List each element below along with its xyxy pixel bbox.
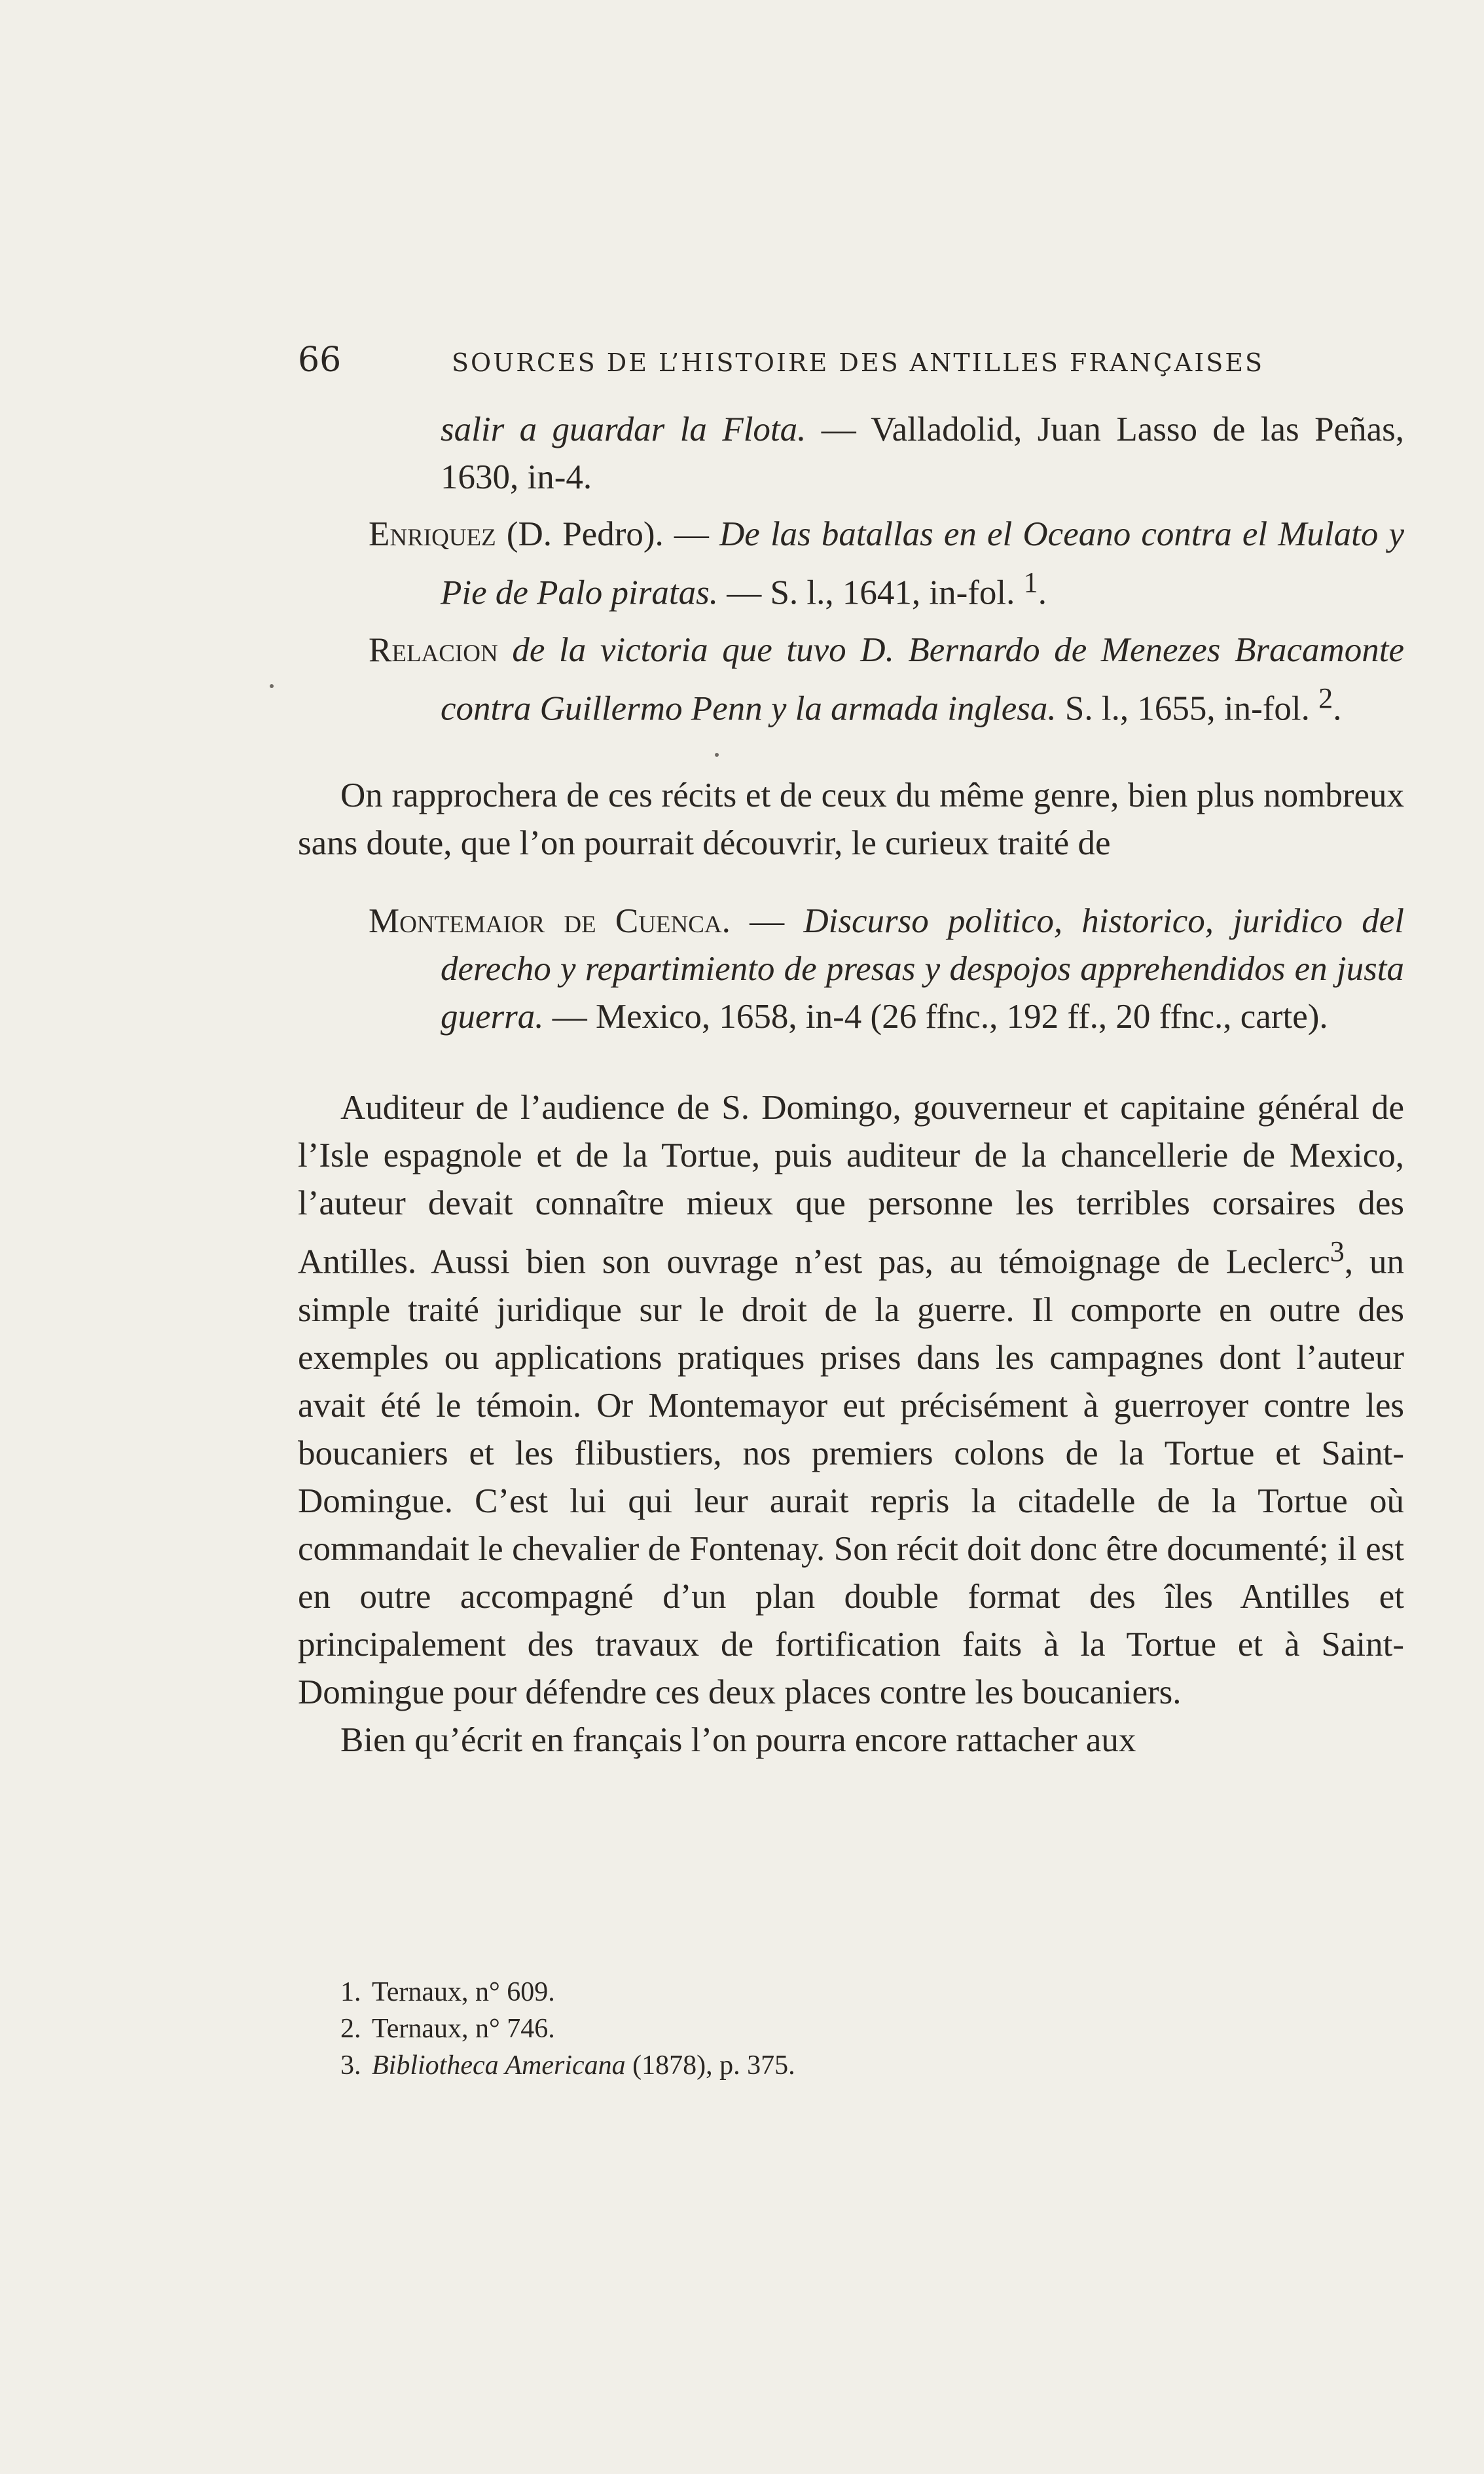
spacer	[298, 1050, 1404, 1084]
footnote-text: (1878), p. 375.	[625, 2050, 795, 2081]
entry-end: .	[1333, 689, 1342, 728]
paragraph-text: , un simple traité juridique sur le droit de la guerre. Il comporte en outre des exemples ou applications pratiques prises dans les campagnes dont l’auteur avait été le témoin. Or Montemayor eut précisément à guerroyer contre les boucaniers et les flibustiers, nos premiers colons de la Tortue et Saint-Domingue. C’est lui qui leur aurait repris la citadelle de la Tortue où commandait le chevalier de Fontenay. Son récit doit donc être documenté; il est en outre accompagné d’un plan double format des îles Antilles et principalement des travaux de fortification faits à la Tortue et à Saint-Domingue pour défendre ces deux places contre les boucaniers.	[298, 1243, 1404, 1711]
entry-imprint: — Valladolid, Juan Lasso de las Peñas, 1630, in-4.	[441, 410, 1404, 496]
bibliography-entry	[298, 898, 1404, 1041]
entry-author-detail: —	[730, 902, 804, 941]
footnote-text: Ternaux, n° 609.	[372, 1977, 555, 2007]
body-paragraph	[298, 1084, 1404, 1717]
footnote-ref: 3	[1330, 1235, 1345, 1268]
footnote-title: Bibliotheca Americana	[372, 2050, 626, 2081]
bibliography-entry	[298, 627, 1404, 733]
footnote-number: 3.	[340, 2050, 361, 2081]
entry-author-detail	[498, 631, 513, 669]
spacer	[298, 867, 1404, 898]
footnotes	[340, 1974, 1322, 2084]
footnote-number: 2.	[340, 2014, 361, 2044]
body-paragraph: Bien qu’écrit en français l’on pourra encore rattacher aux	[340, 1720, 1136, 1759]
entry-title: Discurso politico, historico, juridico del derecho y repartimiento de presas y despojos apprehendidos en justa guerra.	[441, 902, 1404, 1036]
footnote-text: Ternaux, n° 746.	[372, 2014, 555, 2044]
running-title: SOURCES DE L’HISTOIRE DES ANTILLES FRANÇAISES	[452, 348, 1265, 377]
bibliography-entry	[298, 511, 1404, 617]
footnote	[340, 2047, 1322, 2084]
footnote-ref: 1	[1023, 566, 1038, 598]
paper-speck	[270, 684, 274, 688]
entry-author-detail: (D. Pedro). —	[496, 515, 720, 553]
entry-imprint: — S. l., 1641, in-fol.	[717, 573, 1024, 612]
entry-author: Montemaior de Cuenca.	[369, 902, 731, 941]
page-header	[298, 337, 1404, 383]
entry-author: Relacion	[369, 630, 498, 669]
spacer	[298, 742, 1404, 772]
entry-title: de la victoria que tuvo D. Bernardo de Menezes Bracamonte contra Guillermo Penn y la armada inglesa.	[441, 630, 1405, 728]
footnote-ref: 2	[1318, 682, 1333, 714]
entry-title: salir a guardar la Flota.	[441, 410, 806, 448]
entry-author: Enriquez	[369, 515, 496, 553]
entry-title: De las batallas en el Oceano contra el Mulato y Pie de Palo piratas.	[441, 515, 1404, 612]
paragraph-text: Auditeur de l’audience de S. Domingo, gouverneur et capitaine général de l’Isle espagnole et de la Tortue, puis auditeur de la chancellerie de Mexico, l’auteur devait connaître mieux que personne les terribles corsaires des Antilles. Aussi bien son ouvrage n’est pas, au témoignage de Leclerc	[298, 1089, 1404, 1281]
body-paragraph: On rapprochera de ces récits et de ceux du même genre, bien plus nombreux sans doute, que l’on pourrait découvrir, le curieux traité de	[298, 776, 1404, 863]
entry-imprint: S. l., 1655, in-fol.	[1056, 689, 1319, 728]
entry-end: .	[1038, 573, 1047, 612]
bibliography-entry	[298, 406, 1404, 501]
paper-speck	[715, 753, 719, 757]
page-number: 66	[298, 340, 342, 380]
footnote	[340, 2010, 1322, 2047]
footnote	[340, 1974, 1322, 2010]
footnote-number: 1.	[340, 1977, 361, 2007]
entry-imprint: — Mexico, 1658, in-4 (26 ffnc., 192 ff., 20 ffnc., carte).	[543, 998, 1328, 1036]
page-body	[298, 406, 1404, 1764]
